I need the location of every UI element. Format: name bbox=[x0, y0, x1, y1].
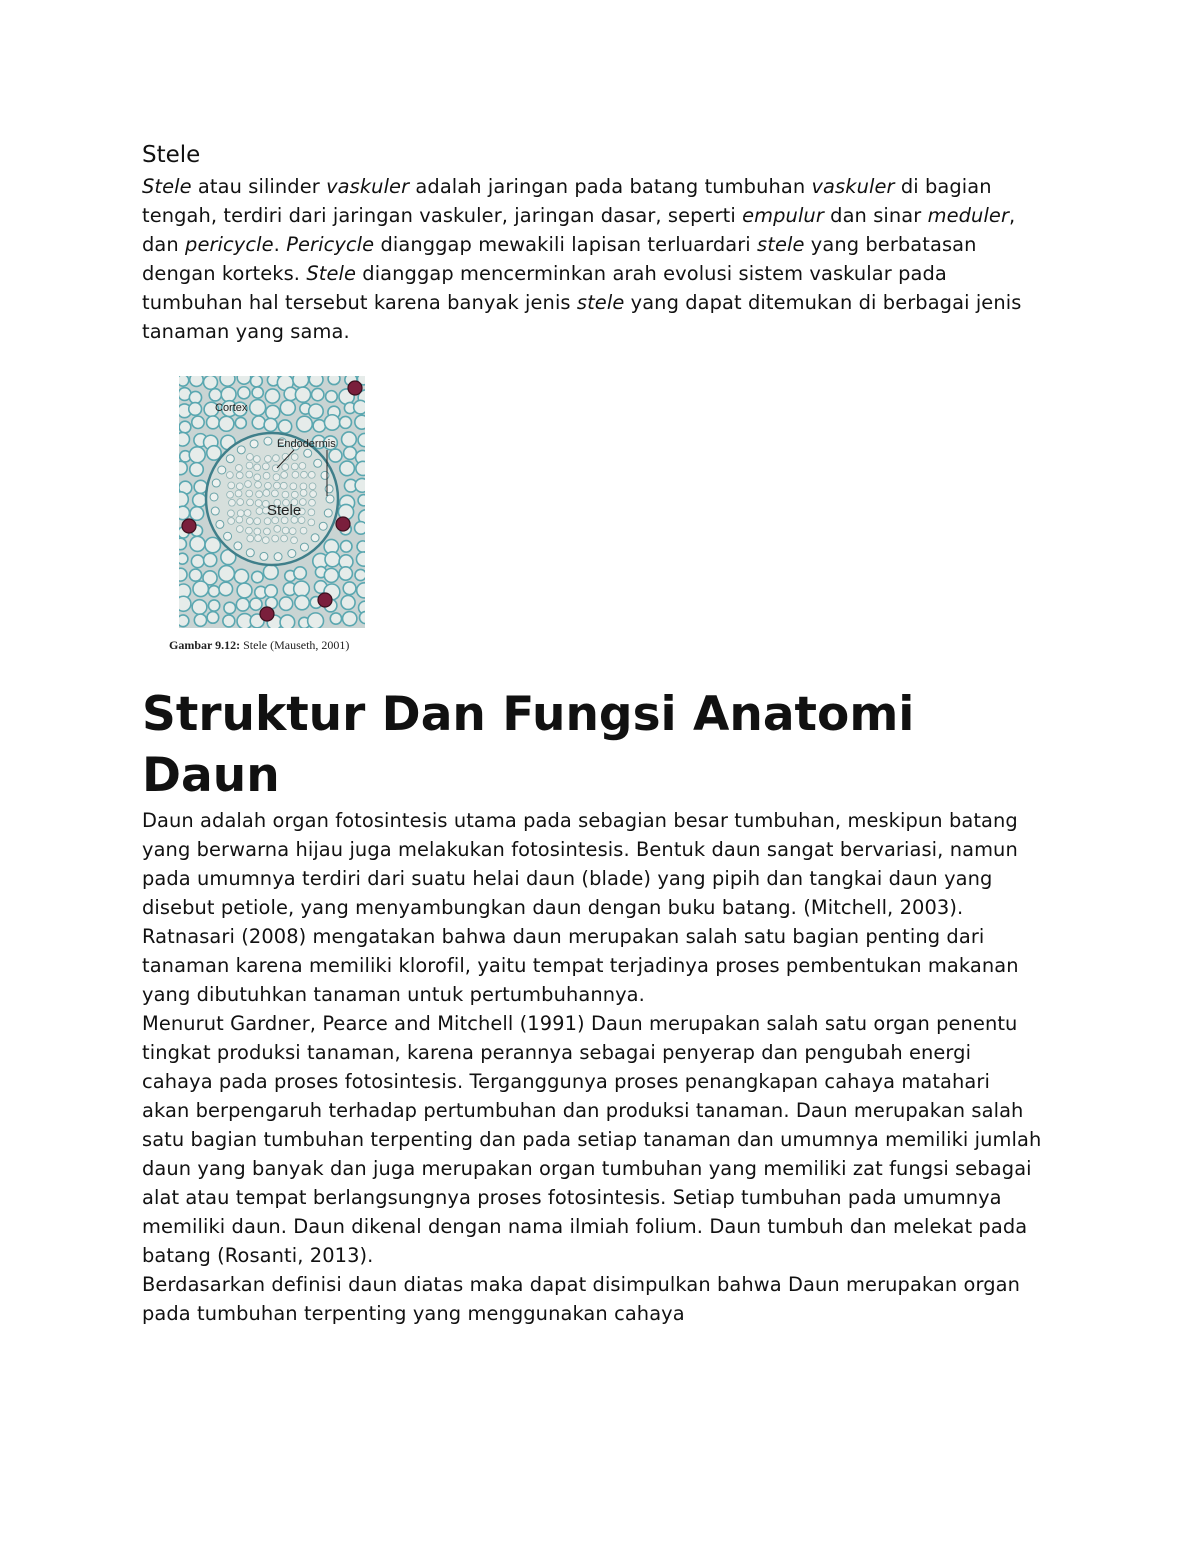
stele-text-run: di bagian tengah, terdiri dari jaringan vaskuler, jaringan dasar, seperti bbox=[142, 175, 992, 227]
stele-text-run: adalah jaringan pada batang tumbuhan bbox=[409, 175, 812, 198]
stele-paragraph bbox=[142, 172, 1042, 346]
stele-text-run: . bbox=[273, 233, 287, 256]
stele-micrograph bbox=[179, 376, 365, 628]
stele-text-run: empulur bbox=[742, 204, 824, 227]
stele-text-run: yang dapat ditemukan di berbagai jenis tanaman yang sama. bbox=[142, 291, 1022, 343]
stele-text-run: Pericycle bbox=[286, 233, 375, 256]
stele-text-run: meduler bbox=[927, 204, 1010, 227]
daun-paragraph: Berdasarkan definisi daun diatas maka dapat disimpulkan bahwa Daun merupakan organ pada tumbuhan terpenting yang menggunakan cahaya bbox=[142, 1273, 1021, 1325]
stele-figure bbox=[169, 376, 409, 666]
daun-paragraphs bbox=[142, 806, 1042, 1328]
stele-text-run: dianggap mencerminkan arah evolusi sistem vaskular pada tumbuhan hal tersebut karena banyak jenis bbox=[142, 262, 947, 314]
stele-text-run: Stele bbox=[142, 175, 192, 198]
daun-paragraph: Daun adalah organ fotosintesis utama pada sebagian besar tumbuhan, meskipun batang yang berwarna hijau juga melakukan fotosintesis. Bentuk daun sangat bervariasi, namun pada umumnya terdiri dari suatu helai daun (blade) yang pipih dan tangkai daun yang disebut petiole, yang menyambungkan daun dengan buku batang. (Mitchell, 2003). Ratnasari (2008) mengatakan bahwa daun merupakan salah satu bagian penting dari tanaman karena memiliki klorofil, yaitu tempat terjadinya proses pembentukan makanan yang dibutuhkan tanaman untuk pertumbuhannya. bbox=[142, 809, 1019, 1006]
stele-text-run: yang berbatasan dengan korteks. bbox=[142, 233, 977, 285]
stele-text-run: stele bbox=[576, 291, 625, 314]
section-heading-daun: Struktur Dan Fungsi Anatomi Daun bbox=[142, 687, 915, 803]
document-page bbox=[142, 138, 1042, 1328]
section-title-stele: Stele bbox=[142, 142, 201, 168]
stele-text-run: , dan bbox=[142, 204, 1016, 256]
stele-text-run: dan sinar bbox=[823, 204, 928, 227]
figure-caption bbox=[169, 638, 349, 653]
label-cortex: Cortex bbox=[215, 402, 248, 414]
figure-caption-number: Gambar 9.12: bbox=[169, 638, 241, 652]
figure-caption-text: Stele (Mauseth, 2001) bbox=[240, 638, 350, 652]
stele-text-run: vaskuler bbox=[326, 175, 410, 198]
stele-text-run: Stele bbox=[306, 262, 357, 285]
stele-text-run: dianggap mewakili lapisan terluardari bbox=[374, 233, 758, 256]
stele-text-run: vaskuler bbox=[811, 175, 895, 198]
stele-text-run: pericycle bbox=[185, 233, 274, 256]
label-endodermis: Endodermis bbox=[277, 438, 336, 450]
stele-text-run: stele bbox=[757, 233, 805, 256]
stele-text-run: atau silinder bbox=[191, 175, 327, 198]
daun-paragraph: Menurut Gardner, Pearce and Mitchell (1991) Daun merupakan salah satu organ penentu tingkat produksi tanaman, karena perannya sebagai penyerap dan pengubah energi cahaya pada proses fotosintesis. Terganggunya proses penangkapan cahaya matahari akan berpengaruh terhadap pertumbuhan dan produksi tanaman. Daun merupakan salah satu bagian tumbuhan terpenting dan pada setiap tanaman dan umumnya memiliki jumlah daun yang banyak dan juga merupakan organ tumbuhan yang memiliki zat fungsi sebagai alat atau tempat berlangsungnya proses fotosintesis. Setiap tumbuhan pada umumnya memiliki daun. Daun dikenal dengan nama ilmiah folium. Daun tumbuh dan melekat pada batang (Rosanti, 2013). bbox=[142, 1012, 1042, 1267]
label-stele: Stele bbox=[267, 502, 302, 519]
